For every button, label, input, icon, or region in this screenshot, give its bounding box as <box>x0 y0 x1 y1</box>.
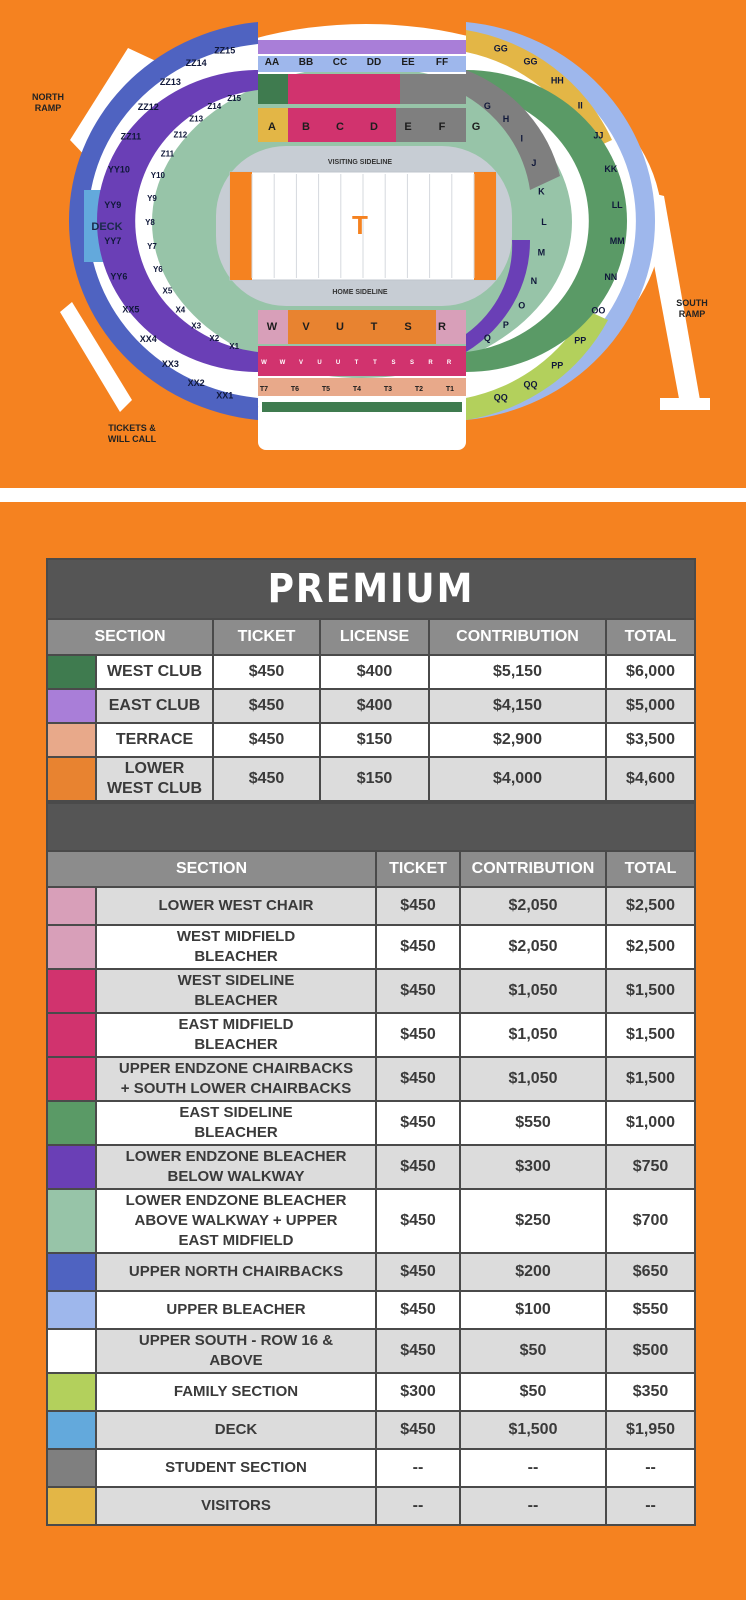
map-section-label: Y9 <box>147 194 157 204</box>
general-row <box>47 1101 695 1145</box>
premium-license-cell: $150 <box>320 757 429 801</box>
general-ticket-cell: $450 <box>376 1329 460 1373</box>
map-section-label: U <box>317 360 322 366</box>
map-section-label: AA <box>264 57 280 68</box>
map-section-label: PP <box>574 335 587 346</box>
visiting-sideline-label: VISITING SIDELINE <box>327 159 393 166</box>
tickets-line1: TICKETS & <box>108 423 156 433</box>
section-color-swatch <box>47 887 96 925</box>
premium-row <box>47 655 695 689</box>
general-contribution-cell: $1,050 <box>460 1013 606 1057</box>
general-total-cell: $1,500 <box>606 1013 695 1057</box>
premium-contribution-cell: $4,150 <box>429 689 606 723</box>
general-section-cell: UPPER ENDZONE CHAIRBACKS + SOUTH LOWER CHAIRBACKS <box>96 1057 376 1101</box>
map-section-label: T4 <box>352 386 362 393</box>
general-ticket-cell: $450 <box>376 887 460 925</box>
east-club-strip <box>262 402 462 412</box>
map-section-label: G <box>483 100 491 111</box>
general-row <box>47 1449 695 1487</box>
section-color-swatch <box>47 1013 96 1057</box>
east-lower-row <box>258 310 466 344</box>
premium-header-total: TOTAL <box>606 619 695 655</box>
top-club-strip <box>258 40 466 54</box>
map-section-label: W <box>266 321 278 333</box>
general-contribution-cell: $2,050 <box>460 925 606 969</box>
map-section-label: B <box>302 121 310 133</box>
map-section-label: PP <box>551 360 564 371</box>
general-total-cell: $550 <box>606 1291 695 1329</box>
general-row <box>47 1189 695 1253</box>
map-section-label: MM <box>609 236 625 247</box>
map-section-label: NN <box>604 271 618 282</box>
map-section-label: F <box>438 121 446 133</box>
general-header-section: SECTION <box>47 851 376 887</box>
premium-row <box>47 689 695 723</box>
map-section-label: T1 <box>445 386 455 393</box>
section-color-swatch <box>47 1291 96 1329</box>
general-title-bar <box>47 803 695 851</box>
map-section-label: Y10 <box>150 170 165 180</box>
general-row <box>47 1487 695 1525</box>
map-section-label: I <box>520 133 524 144</box>
section-color-swatch <box>47 1253 96 1291</box>
map-section-label: S <box>404 321 412 333</box>
premium-contribution-cell: $4,000 <box>429 757 606 801</box>
map-section-label: L <box>541 217 547 227</box>
general-ticket-cell: $300 <box>376 1373 460 1411</box>
map-section-label: Z11 <box>160 149 175 159</box>
premium-section-cell: LOWER WEST CLUB <box>96 757 213 801</box>
map-section-label: S <box>391 360 396 366</box>
general-contribution-cell: $50 <box>460 1329 606 1373</box>
map-section-label: H <box>502 113 510 124</box>
map-section-label: T3 <box>383 386 393 393</box>
map-section-label: V <box>298 360 304 366</box>
general-contribution-cell: -- <box>460 1449 606 1487</box>
general-header-row <box>47 851 695 887</box>
map-section-label: XX3 <box>161 358 179 369</box>
map-section-label: P <box>502 320 509 331</box>
section-color-swatch <box>47 1411 96 1449</box>
general-contribution-cell: $2,050 <box>460 887 606 925</box>
general-total-cell: $1,950 <box>606 1411 695 1449</box>
general-contribution-cell: $1,050 <box>460 1057 606 1101</box>
general-total-cell: $2,500 <box>606 925 695 969</box>
t-logo: T <box>352 210 368 240</box>
map-section-label: ZZ12 <box>137 101 159 112</box>
general-total-cell: -- <box>606 1449 695 1487</box>
premium-header-ticket: TICKET <box>213 619 320 655</box>
map-section-label: E <box>404 121 412 133</box>
map-section-label: XX4 <box>139 334 157 345</box>
general-ticket-cell: $450 <box>376 1145 460 1189</box>
general-contribution-cell: $100 <box>460 1291 606 1329</box>
general-header-total: TOTAL <box>606 851 695 887</box>
general-row <box>47 1373 695 1411</box>
map-section-label: T <box>370 321 378 333</box>
map-section-label: T2 <box>414 386 424 393</box>
map-section-label: Z15 <box>227 94 242 104</box>
general-pricing-table <box>46 802 696 1526</box>
general-section-cell: UPPER SOUTH - ROW 16 & ABOVE <box>96 1329 376 1373</box>
east-bleacher-row <box>258 346 466 376</box>
map-section-label: OO <box>591 305 606 316</box>
general-row <box>47 1145 695 1189</box>
general-section-cell: LOWER ENDZONE BLEACHER BELOW WALKWAY <box>96 1145 376 1189</box>
map-section-label: QQ <box>493 392 508 403</box>
map-section-label: ZZ13 <box>159 77 181 88</box>
map-section-label: GG <box>493 43 508 54</box>
map-section-label: Q <box>483 333 491 344</box>
map-section-label: GG <box>523 56 538 67</box>
map-section-label: BB <box>298 57 314 68</box>
general-section-cell: EAST SIDELINE BLEACHER <box>96 1101 376 1145</box>
premium-contribution-cell: $2,900 <box>429 723 606 757</box>
premium-ticket-cell: $450 <box>213 757 320 801</box>
south-ramp-line1: SOUTH <box>676 298 708 308</box>
premium-ticket-cell: $450 <box>213 689 320 723</box>
general-ticket-cell: $450 <box>376 969 460 1013</box>
premium-total-cell: $5,000 <box>606 689 695 723</box>
general-section-cell: FAMILY SECTION <box>96 1373 376 1411</box>
general-total-cell: $1,500 <box>606 969 695 1013</box>
map-section-label: T7 <box>259 386 269 393</box>
section-color-swatch <box>47 757 96 801</box>
map-section-label: T6 <box>290 386 300 393</box>
map-section-label: FF <box>435 57 449 68</box>
general-ticket-cell: $450 <box>376 1101 460 1145</box>
map-section-label: ZZ14 <box>185 58 207 69</box>
general-section-cell: WEST MIDFIELD BLEACHER <box>96 925 376 969</box>
general-ticket-cell: $450 <box>376 925 460 969</box>
map-section-label: LL <box>611 199 623 210</box>
map-section-label: R <box>446 360 452 366</box>
general-ticket-cell: $450 <box>376 1253 460 1291</box>
general-row <box>47 1057 695 1101</box>
general-total-cell: $500 <box>606 1329 695 1373</box>
map-section-label: T5 <box>321 386 331 393</box>
premium-ticket-cell: $450 <box>213 655 320 689</box>
general-contribution-cell: -- <box>460 1487 606 1525</box>
map-section-label: W <box>279 360 286 366</box>
premium-total-cell: $4,600 <box>606 757 695 801</box>
general-contribution-cell: $250 <box>460 1189 606 1253</box>
general-section-cell: STUDENT SECTION <box>96 1449 376 1487</box>
map-section-label: X4 <box>175 305 186 315</box>
map-section-label: QQ <box>523 379 538 390</box>
general-total-cell: $1,000 <box>606 1101 695 1145</box>
premium-license-cell: $150 <box>320 723 429 757</box>
section-color-swatch <box>47 1101 96 1145</box>
premium-section-cell: EAST CLUB <box>96 689 213 723</box>
general-total-cell: $350 <box>606 1373 695 1411</box>
north-ramp-line2: RAMP <box>34 103 62 113</box>
general-row <box>47 1253 695 1291</box>
map-section-label: O <box>518 300 526 311</box>
section-color-swatch <box>47 1189 96 1253</box>
divider <box>0 488 746 502</box>
premium-section-cell: TERRACE <box>96 723 213 757</box>
general-header-ticket: TICKET <box>376 851 460 887</box>
west-club-block <box>258 74 288 104</box>
map-section-label: XX5 <box>122 304 140 315</box>
general-contribution-cell: $1,500 <box>460 1411 606 1449</box>
general-contribution-cell: $300 <box>460 1145 606 1189</box>
premium-pricing-table <box>46 558 696 802</box>
premium-header-section: SECTION <box>47 619 213 655</box>
premium-license-cell: $400 <box>320 655 429 689</box>
premium-contribution-cell: $5,150 <box>429 655 606 689</box>
general-ticket-cell: -- <box>376 1449 460 1487</box>
section-color-swatch <box>47 655 96 689</box>
map-section-label: X3 <box>191 321 202 331</box>
map-section-label: V <box>302 321 310 333</box>
general-row <box>47 925 695 969</box>
north-ramp-line1: NORTH <box>32 92 64 102</box>
general-ticket-cell: $450 <box>376 1291 460 1329</box>
map-section-label: KK <box>604 164 618 175</box>
section-color-swatch <box>47 723 96 757</box>
general-total-cell: $750 <box>606 1145 695 1189</box>
premium-total-cell: $6,000 <box>606 655 695 689</box>
general-row <box>47 969 695 1013</box>
general-ticket-cell: -- <box>376 1487 460 1525</box>
general-row <box>47 1291 695 1329</box>
section-color-swatch <box>47 689 96 723</box>
south-ramp-line2: RAMP <box>678 309 706 319</box>
map-section-label: C <box>336 121 344 133</box>
map-section-label: DD <box>366 57 382 68</box>
deck-label: DECK <box>91 221 123 233</box>
map-section-label: W <box>261 360 267 366</box>
map-section-label: X1 <box>229 341 240 351</box>
north-endzone <box>230 172 252 280</box>
general-ticket-cell: $450 <box>376 1013 460 1057</box>
map-section-label: YY10 <box>107 164 130 175</box>
map-section-label: XX2 <box>187 377 205 388</box>
terrace-row <box>258 378 466 396</box>
map-section-label: EE <box>401 57 415 68</box>
map-section-label: X2 <box>209 333 220 343</box>
map-section-label: Y6 <box>152 265 163 275</box>
map-section-label: S <box>409 360 415 366</box>
general-section-cell: EAST MIDFIELD BLEACHER <box>96 1013 376 1057</box>
premium-header-contribution: CONTRIBUTION <box>429 619 606 655</box>
general-total-cell: $700 <box>606 1189 695 1253</box>
top-upper-row <box>258 56 466 72</box>
map-section-label: A <box>268 121 276 133</box>
premium-row <box>47 757 695 801</box>
section-color-swatch <box>47 1487 96 1525</box>
general-ticket-cell: $450 <box>376 1189 460 1253</box>
map-section-label: JJ <box>593 130 604 141</box>
map-section-label: U <box>336 321 344 333</box>
general-total-cell: $2,500 <box>606 887 695 925</box>
map-section-label: XX1 <box>216 390 234 401</box>
map-section-label: K <box>538 186 545 197</box>
general-contribution-cell: $50 <box>460 1373 606 1411</box>
map-section-label: ZZ15 <box>214 45 236 56</box>
general-section-cell: DECK <box>96 1411 376 1449</box>
general-section-cell: UPPER BLEACHER <box>96 1291 376 1329</box>
section-color-swatch <box>47 1449 96 1487</box>
tickets-line2: WILL CALL <box>107 434 157 444</box>
section-color-swatch <box>47 925 96 969</box>
general-section-cell: LOWER WEST CHAIR <box>96 887 376 925</box>
general-total-cell: $1,500 <box>606 1057 695 1101</box>
general-ticket-cell: $450 <box>376 1411 460 1449</box>
map-section-label: Z12 <box>173 130 188 140</box>
general-contribution-cell: $550 <box>460 1101 606 1145</box>
general-section-cell: LOWER ENDZONE BLEACHER ABOVE WALKWAY + UPPER EAST MIDFIELD <box>96 1189 376 1253</box>
general-header-contribution: CONTRIBUTION <box>460 851 606 887</box>
premium-total-cell: $3,500 <box>606 723 695 757</box>
premium-header-license: LICENSE <box>320 619 429 655</box>
section-color-swatch <box>47 1057 96 1101</box>
map-section-label: D <box>370 121 378 133</box>
general-contribution-cell: $200 <box>460 1253 606 1291</box>
general-total-cell: -- <box>606 1487 695 1525</box>
general-row <box>47 1411 695 1449</box>
general-ticket-cell: $450 <box>376 1057 460 1101</box>
map-section-label: ZZ11 <box>120 131 142 142</box>
home-sideline-label: HOME SIDELINE <box>332 289 388 296</box>
map-section-label: T <box>354 360 359 366</box>
map-section-label: YY7 <box>104 236 122 247</box>
map-section-label: J <box>531 158 537 169</box>
stadium-map <box>0 0 746 488</box>
general-row <box>47 887 695 925</box>
map-section-label: M <box>537 247 546 258</box>
premium-header-row <box>47 619 695 655</box>
general-section-cell: UPPER NORTH CHAIRBACKS <box>96 1253 376 1291</box>
south-endzone <box>474 172 496 280</box>
map-section-label: Z13 <box>189 114 204 124</box>
top-student-block <box>400 74 466 104</box>
general-section-cell: WEST SIDELINE BLEACHER <box>96 969 376 1013</box>
section-color-swatch <box>47 1329 96 1373</box>
section-color-swatch <box>47 1145 96 1189</box>
general-row <box>47 1013 695 1057</box>
map-section-label: Z14 <box>207 102 222 112</box>
map-section-label: Y7 <box>147 241 157 251</box>
map-section-label: N <box>530 275 538 286</box>
general-section-cell: VISITORS <box>96 1487 376 1525</box>
section-color-swatch <box>47 1373 96 1411</box>
map-section-label: U <box>335 360 341 366</box>
general-row <box>47 1329 695 1373</box>
premium-ticket-cell: $450 <box>213 723 320 757</box>
map-section-label: CC <box>332 57 348 68</box>
general-total-cell: $650 <box>606 1253 695 1291</box>
map-section-label: R <box>428 360 433 366</box>
map-section-label: II <box>577 100 583 111</box>
premium-row <box>47 723 695 757</box>
map-section-label: R <box>438 321 446 333</box>
premium-section-cell: WEST CLUB <box>96 655 213 689</box>
map-section-label: YY6 <box>110 271 128 282</box>
stadium-map-graphic <box>0 0 746 488</box>
general-contribution-cell: $1,050 <box>460 969 606 1013</box>
map-section-label: HH <box>550 75 564 86</box>
map-section-label: T <box>373 360 377 366</box>
premium-title: PREMIUM <box>47 559 695 619</box>
map-section-label: YY9 <box>104 199 122 210</box>
premium-license-cell: $400 <box>320 689 429 723</box>
south-ramp-base <box>660 398 710 410</box>
map-section-label: G <box>471 121 481 133</box>
map-section-label: X5 <box>162 286 173 296</box>
section-color-swatch <box>47 969 96 1013</box>
map-section-label: Y8 <box>145 218 155 227</box>
